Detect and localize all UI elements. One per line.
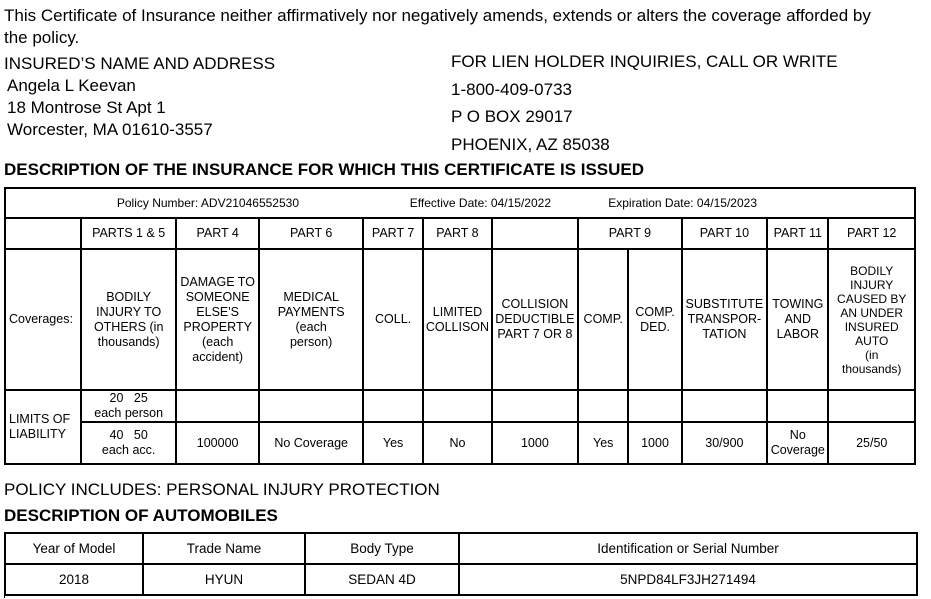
col-trade-name: Trade Name [143, 533, 305, 564]
cov-property-damage: DAMAGE TO SOMEONE ELSE'S PROPERTY (each accident) [176, 249, 259, 390]
parts-row [5, 218, 915, 249]
limit-bodily-per-accident: 40 50 each acc. [81, 422, 176, 464]
part-9: PART 9 [578, 218, 682, 249]
part-12: PART 12 [828, 218, 915, 249]
limit-towing: No Coverage [767, 422, 828, 464]
limit-comp-deductible: 1000 [628, 422, 681, 464]
insurance-description-heading: DESCRIPTION OF THE INSURANCE FOR WHICH THIS CERTIFICATE IS ISSUED [4, 160, 645, 179]
lien-phone: 1-800-409-0733 [451, 79, 572, 99]
auto-body-type: SEDAN 4D [305, 564, 459, 595]
limit-medical: No Coverage [259, 422, 363, 464]
col-year-of-model: Year of Model [5, 533, 143, 564]
part-1-5: PARTS 1 & 5 [81, 218, 176, 249]
lien-heading: FOR LIEN HOLDER INQUIRIES, CALL OR WRITE [451, 52, 838, 71]
cov-underinsured-auto: BODILY INJURY CAUSED BY AN UNDER INSURED AUTO (in thousands) [828, 249, 915, 390]
coverages-row [5, 249, 915, 390]
auto-vin: 5NPD84LF3JH271494 [459, 564, 917, 595]
lien-holder-block [451, 48, 838, 158]
part-8: PART 8 [423, 218, 491, 249]
cov-comp-deductible: COMP. DED. [628, 249, 681, 390]
automobiles-table [4, 532, 918, 596]
policy-number: Policy Number: ADV21046552530 [116, 195, 299, 210]
limit-limited-collision: No [423, 422, 491, 464]
certificate-intro: This Certificate of Insurance neither affirmatively nor negatively amends, extends or alters the coverage afforded by the policy. [4, 6, 871, 47]
part-6: PART 6 [259, 218, 363, 249]
col-serial-number: Identification or Serial Number [459, 533, 917, 564]
insured-block [4, 53, 275, 141]
cov-medical-payments: MEDICAL PAYMENTS (each person) [259, 249, 363, 390]
col-body-type: Body Type [305, 533, 459, 564]
coverages-label: Coverages: [5, 249, 81, 390]
insured-name: Angela L Keevan [7, 76, 136, 95]
cov-limited-collision: LIMITED COLLISON [423, 249, 491, 390]
cov-towing-labor: TOWING AND LABOR [767, 249, 828, 390]
auto-trade-name: HYUN [143, 564, 305, 595]
part-11: PART 11 [767, 218, 828, 249]
part-7: PART 7 [363, 218, 423, 249]
expiration-date: Expiration Date: 04/15/2023 [608, 195, 757, 210]
effective-date: Effective Date: 04/15/2022 [409, 195, 551, 210]
coverage-table [4, 187, 916, 465]
limit-bodily-per-person: 20 25 each person [81, 390, 176, 422]
limit-underinsured-auto: 25/50 [828, 422, 915, 464]
limit-comprehensive: Yes [578, 422, 628, 464]
limit-collision: Yes [363, 422, 423, 464]
limits-row-1 [5, 390, 915, 422]
cov-collision-deductible: COLLISION DEDUCTIBLE PART 7 OR 8 [492, 249, 578, 390]
cov-comprehensive: COMP. [578, 249, 628, 390]
part-4: PART 4 [176, 218, 259, 249]
limit-substitute-transportation: 30/900 [682, 422, 767, 464]
page-edge-mark [4, 590, 5, 598]
automobiles-heading: DESCRIPTION OF AUTOMOBILES [4, 506, 278, 525]
cov-bodily-injury: BODILY INJURY TO OTHERS (in thousands) [81, 249, 176, 390]
part-10: PART 10 [682, 218, 767, 249]
insured-address-line2: Worcester, MA 01610-3557 [7, 120, 213, 139]
limit-property-damage: 100000 [176, 422, 259, 464]
limit-collision-deductible: 1000 [492, 422, 578, 464]
cov-collision: COLL. [363, 249, 423, 390]
limits-row-2 [5, 422, 915, 464]
lien-po-box: P O BOX 29017 [451, 107, 573, 126]
insured-heading: INSURED’S NAME AND ADDRESS [4, 54, 276, 73]
policy-row [5, 188, 915, 218]
policy-includes: POLICY INCLUDES: PERSONAL INJURY PROTECTION [4, 480, 440, 499]
limits-label: LIMITS OF LIABILITY [5, 390, 81, 464]
table-row [5, 564, 917, 595]
auto-year: 2018 [5, 564, 143, 595]
lien-city: PHOENIX, AZ 85038 [451, 134, 610, 154]
automobiles-header-row [5, 533, 917, 564]
insured-address-line1: 18 Montrose St Apt 1 [7, 98, 166, 117]
cov-substitute-transportation: SUBSTITUTE TRANSPOR- TATION [682, 249, 767, 390]
